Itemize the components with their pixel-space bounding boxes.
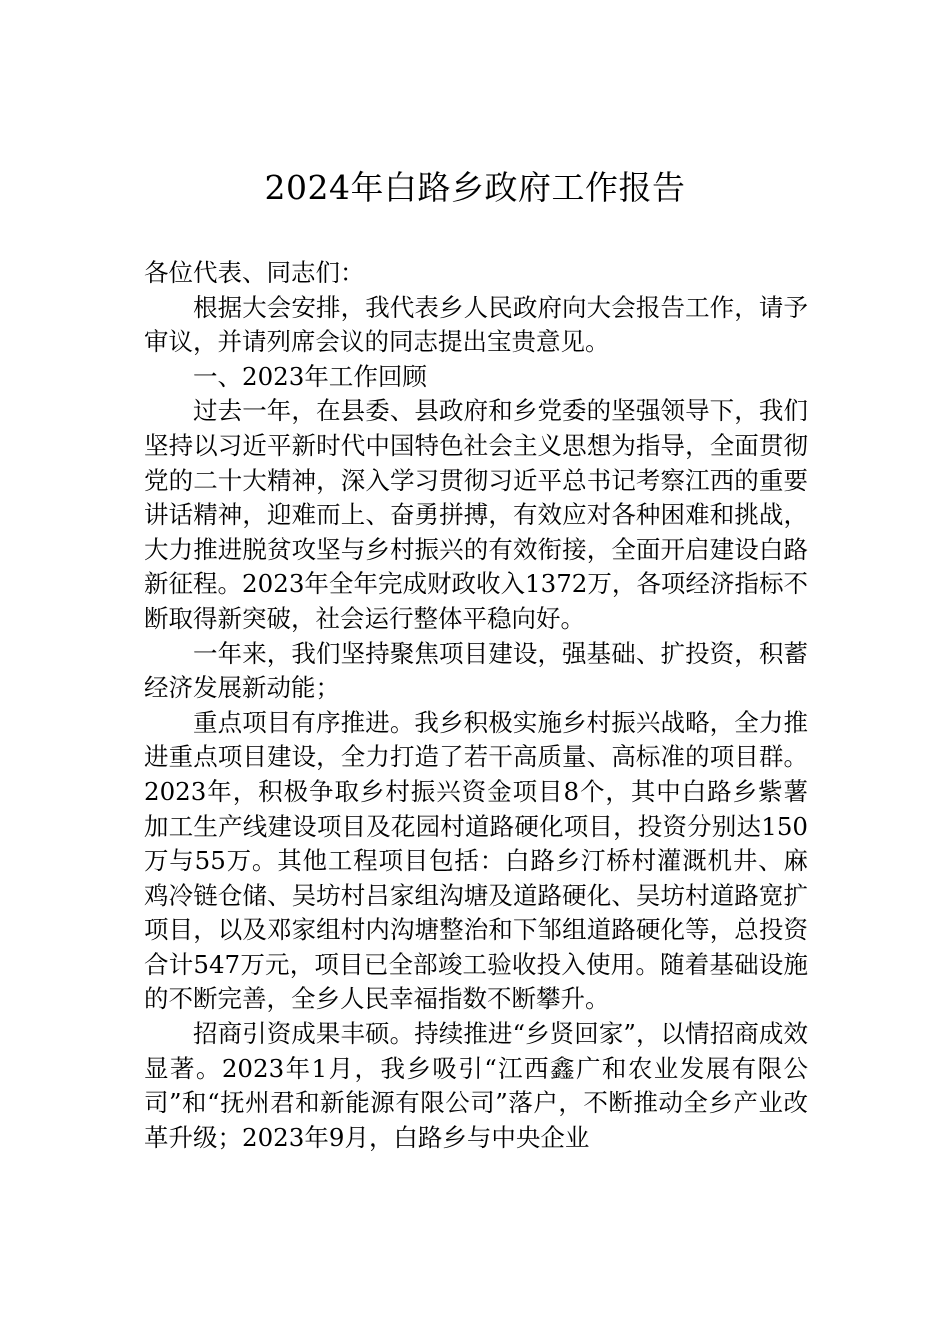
document-body (144, 256, 808, 1155)
paragraph-investment: 招商引资成果丰硕。持续推进“乡贤回家”，以情招商成效显著。2023年1月，我乡吸引“江西鑫广和农业发展有限公司”和“抚州君和新能源有限公司”落户，不断推动全乡产业改革升级；2023年9月，白路乡与中央企业 (144, 1019, 808, 1152)
document-title: 2024年白路乡政府工作报告 (264, 168, 686, 207)
section-heading: 一、2023年工作回顾 (193, 361, 427, 391)
salutation: 各位代表、同志们： (144, 258, 365, 287)
paragraph-key-projects: 重点项目有序推进。我乡积极实施乡村振兴战略，全力推进重点项目建设，全力打造了若干高质量、高标准的项目群。2023年，积极争取乡村振兴资金项目8个，其中白路乡紫薯加工生产线建设项目及花园村道路硬化项目，投资分别达150万与55万。其他工程项目包括：白路乡汀桥村灌溉机井、麻鸡冷链仓储、吴坊村吕家组沟塘及道路硬化、吴坊村道路宽扩项目，以及邓家组村内沟塘整治和下邹组道路硬化等，总投资合计547万元，项目已全部竣工验收投入使用。随着基础设施的不断完善，全乡人民幸福指数不断攀升。 (144, 707, 808, 1014)
paragraph-projects-summary: 一年来，我们坚持聚焦项目建设，强基础、扩投资，积蓄经济发展新动能； (144, 638, 808, 703)
paragraph-review: 过去一年，在县委、县政府和乡党委的坚强领导下，我们坚持以习近平新时代中国特色社会主义思想为指导，全面贯彻党的二十大精神，深入学习贯彻习近平总书记考察江西的重要讲话精神，迎难而上、奋勇拼搏，有效应对各种困难和挑战，大力推进脱贫攻坚与乡村振兴的有效衔接，全面开启建设白路新征程。2023年全年完成财政收入1372万，各项经济指标不断取得新突破，社会运行整体平稳向好。 (144, 396, 808, 633)
paragraph-intro: 根据大会安排，我代表乡人民政府向大会报告工作，请予审议，并请列席会议的同志提出宝贵意见。 (144, 292, 808, 357)
